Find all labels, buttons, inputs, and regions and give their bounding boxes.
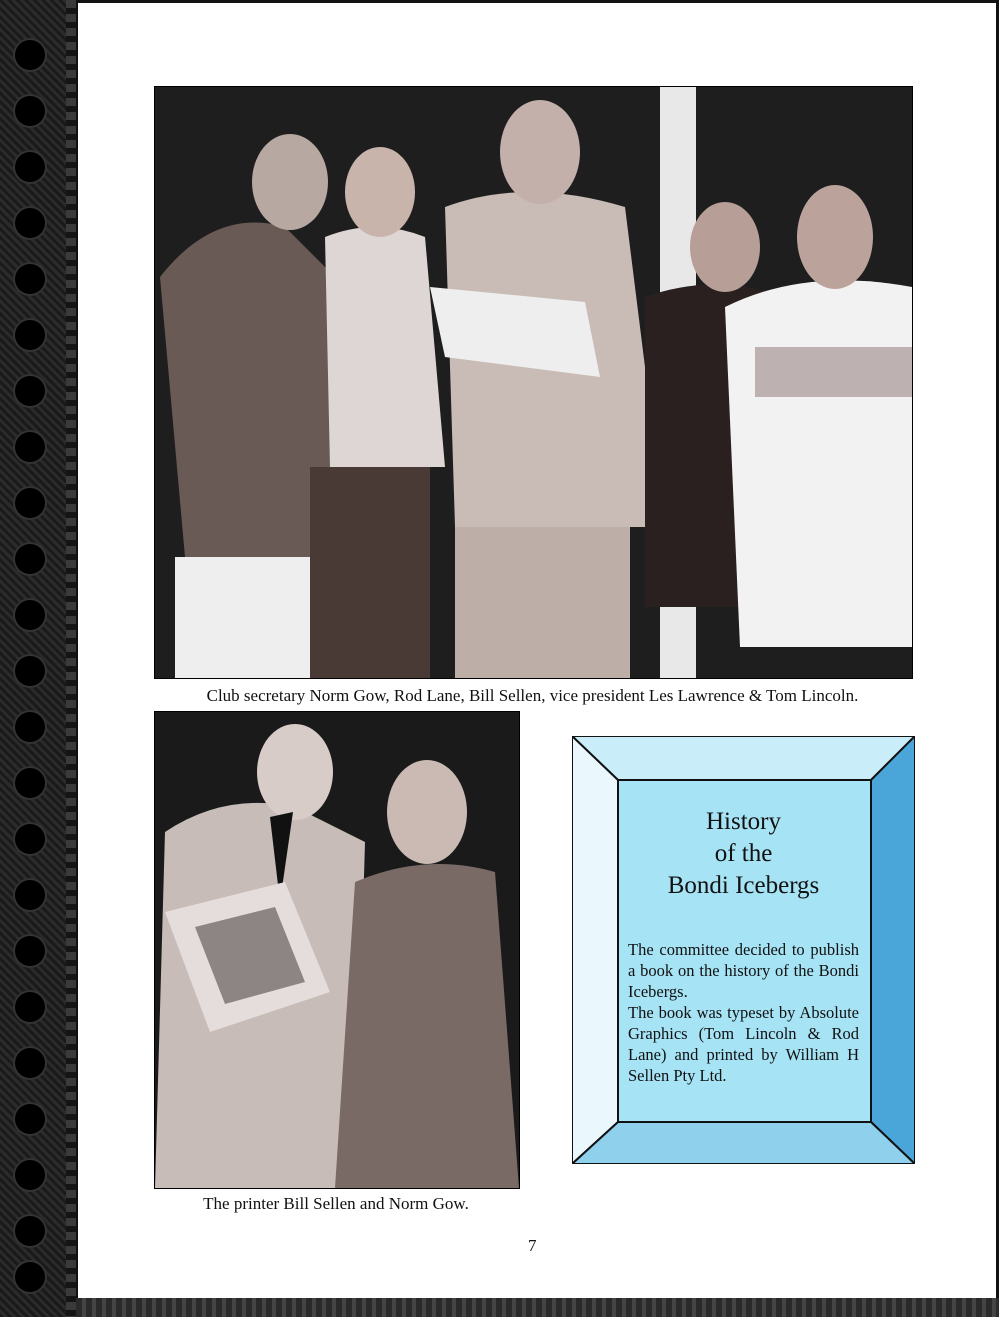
history-feature-box bbox=[572, 736, 915, 1164]
binder-hole bbox=[15, 768, 45, 798]
binder-hole bbox=[15, 208, 45, 238]
page-number: 7 bbox=[528, 1236, 537, 1255]
binder-hole bbox=[15, 824, 45, 854]
binder-hole bbox=[15, 936, 45, 966]
binder-edge bbox=[66, 0, 76, 1317]
feature-paragraph: The book was typeset by Absolute Graphics (Tom Lincoln & Rod Lane) and printed by William H Sellen Pty Ltd. bbox=[628, 1003, 859, 1085]
binder-hole bbox=[15, 656, 45, 686]
binder-hole bbox=[15, 1216, 45, 1246]
binder-hole bbox=[15, 712, 45, 742]
binder-hole bbox=[15, 152, 45, 182]
presentation-photo bbox=[154, 711, 520, 1189]
binder-hole bbox=[15, 488, 45, 518]
binder-hole bbox=[15, 320, 45, 350]
binder-hole bbox=[15, 40, 45, 70]
binder-hole bbox=[15, 1262, 45, 1292]
binder-hole bbox=[15, 1104, 45, 1134]
binder-hole bbox=[15, 96, 45, 126]
binder-hole bbox=[15, 432, 45, 462]
binder-hole bbox=[15, 264, 45, 294]
binder-hole bbox=[15, 376, 45, 406]
feature-paragraph: The committee decided to publish a book on the history of the Bondi Icebergs. bbox=[628, 940, 859, 1001]
feature-title-line: of the bbox=[714, 840, 773, 867]
binder-hole bbox=[15, 1160, 45, 1190]
binder-hole bbox=[15, 992, 45, 1022]
group-photo-caption: Club secretary Norm Gow, Rod Lane, Bill Sellen, vice president Les Lawrence & Tom Lincoln. bbox=[206, 686, 859, 705]
binder-hole bbox=[15, 600, 45, 630]
group-photo bbox=[154, 86, 913, 679]
binder-hole bbox=[15, 880, 45, 910]
feature-title-line: Bondi Icebergs bbox=[667, 872, 820, 899]
feature-box-content bbox=[618, 780, 871, 1122]
feature-title bbox=[628, 806, 859, 902]
binder-strip bbox=[0, 0, 76, 1317]
feature-title-line: History bbox=[706, 808, 781, 835]
scan-bottom-edge bbox=[76, 1298, 999, 1317]
binder-hole bbox=[15, 544, 45, 574]
feature-body bbox=[628, 939, 859, 1086]
binder-hole bbox=[15, 1048, 45, 1078]
presentation-photo-caption: The printer Bill Sellen and Norm Gow. bbox=[203, 1194, 469, 1213]
